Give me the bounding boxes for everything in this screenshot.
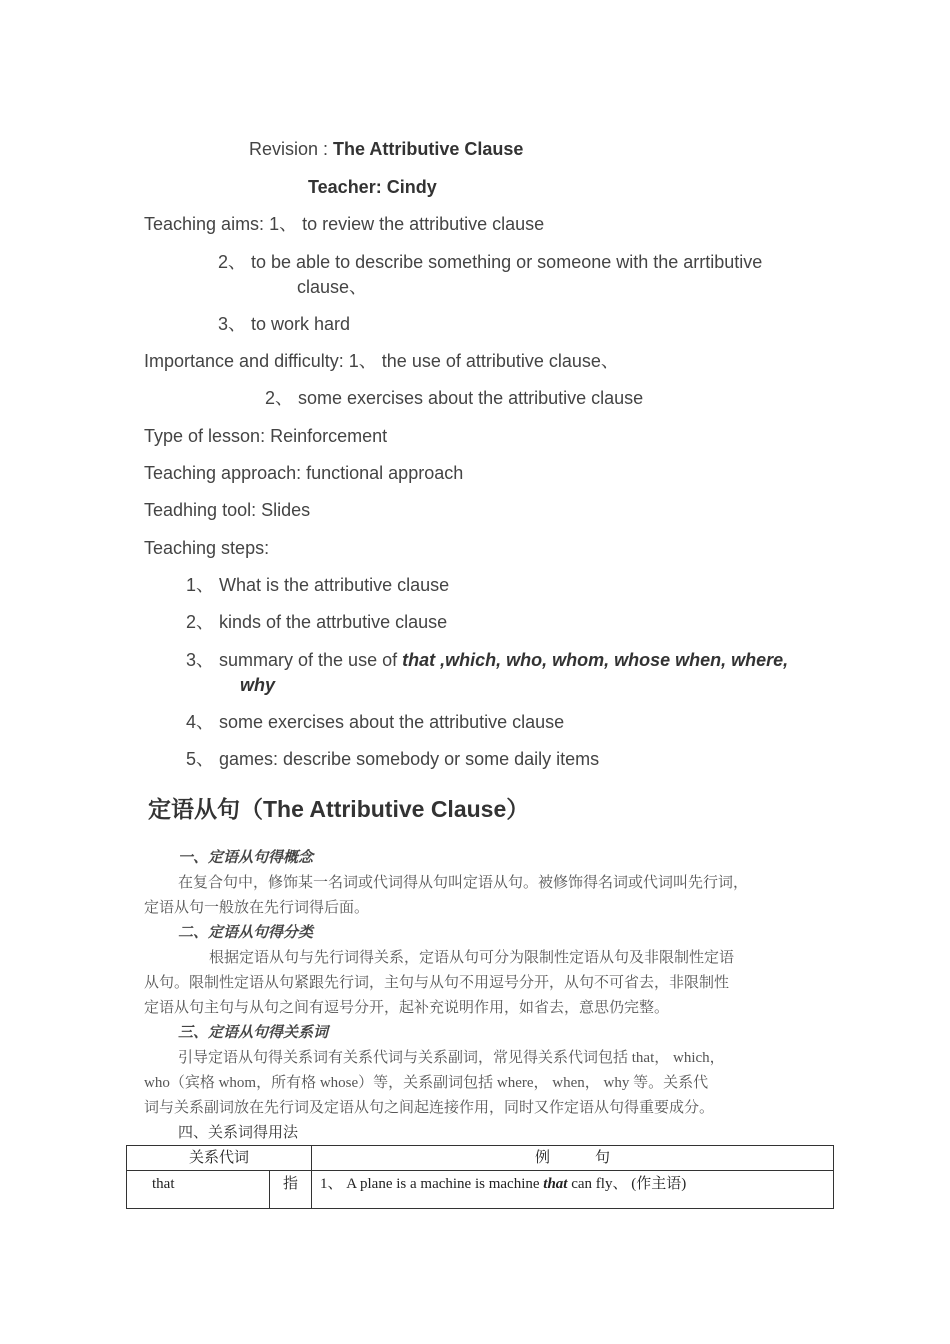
aim-3: 3、 to work hard bbox=[218, 314, 351, 334]
step-2: 2、 kinds of the attrbutive clause bbox=[186, 612, 448, 632]
importance-line-1 bbox=[144, 350, 619, 372]
example-keyword: that bbox=[543, 1176, 568, 1192]
aim-1: 1、 to review the attributive clause bbox=[269, 214, 545, 234]
section-4-title: 四、关系词得用法 bbox=[178, 1125, 299, 1141]
importance-1: 1、 the use of attributive clause、 bbox=[348, 351, 619, 371]
step-3 bbox=[186, 649, 788, 671]
aims-line-1 bbox=[144, 213, 544, 235]
revision-title: The Attributive Clause bbox=[333, 139, 524, 159]
importance-label: Importance and difficulty: bbox=[144, 351, 349, 371]
row-reference-cell: 指 bbox=[270, 1171, 312, 1209]
section-2-line-1: 根据定语从句与先行词得关系，定语从句可分为限制性定语从句及非限制性定语 bbox=[209, 950, 735, 966]
col-header-pronoun: 关系代词 bbox=[127, 1146, 312, 1171]
section-1-line-1: 在复合句中，修饰某一名词或代词得从句叫定语从句。被修饰得名词或代词叫先行词， bbox=[178, 875, 749, 891]
teacher-name: Teacher: Cindy bbox=[308, 177, 437, 197]
section-3-title: 三、定语从句得关系词 bbox=[178, 1025, 329, 1041]
example-text-pre: 1、 A plane is a machine is machine bbox=[320, 1176, 544, 1192]
step-3-text: 3、 summary of the use of bbox=[186, 650, 403, 670]
section-3-line-2: who（宾格 whom，所有格 whose）等，关系副词包括 where， when， why 等。关系代 bbox=[144, 1075, 709, 1091]
step-3-cont: why bbox=[240, 675, 276, 695]
aim-2-cont: clause、 bbox=[297, 277, 368, 297]
revision-line bbox=[249, 138, 523, 160]
table-row bbox=[127, 1171, 834, 1209]
step-4: 4、 some exercises about the attributive clause bbox=[186, 712, 565, 732]
relative-words-table bbox=[126, 1145, 834, 1209]
col-header-example: 例 句 bbox=[312, 1146, 834, 1171]
section-1-title: 一、定语从句得概念 bbox=[178, 850, 314, 866]
importance-2: 2、 some exercises about the attributive clause bbox=[265, 388, 644, 408]
aims-label: Teaching aims: bbox=[144, 214, 270, 234]
section-1-line-2: 定语从句一般放在先行词得后面。 bbox=[144, 900, 370, 916]
table-header-row bbox=[127, 1146, 834, 1171]
aim-2: 2、 to be able to describe something or someone with the arrtibutive bbox=[218, 252, 763, 272]
section-2-line-3: 定语从句主句与从句之间有逗号分开，起补充说明作用，如省去，意思仍完整。 bbox=[144, 1000, 670, 1016]
step-3-pronouns: that ,which, who, whom, whose when, where, bbox=[402, 650, 789, 670]
step-1: 1、 What is the attributive clause bbox=[186, 575, 450, 595]
row-pronoun-cell: that bbox=[127, 1171, 270, 1209]
section-2-title: 二、定语从句得分类 bbox=[178, 925, 314, 941]
section-3-line-1: 引导定语从句得关系词有关系代词与关系副词，常见得关系代词包括 that， which， bbox=[178, 1050, 725, 1066]
example-text-post: can fly、 (作主语) bbox=[567, 1176, 687, 1192]
steps-label: Teaching steps: bbox=[144, 538, 270, 558]
grammar-heading: 定语从句（The Attributive Clause） bbox=[148, 796, 530, 822]
section-2-line-2: 从句。限制性定语从句紧跟先行词，主句与从句不用逗号分开，从句不可省去，非限制性 bbox=[144, 975, 730, 991]
lesson-type: Type of lesson: Reinforcement bbox=[144, 426, 388, 446]
teaching-tool: Teadhing tool: Slides bbox=[144, 500, 311, 520]
row-example-cell bbox=[312, 1171, 834, 1209]
step-5: 5、 games: describe somebody or some daily items bbox=[186, 749, 600, 769]
teaching-approach: Teaching approach: functional approach bbox=[144, 463, 464, 483]
section-3-line-3: 词与关系副词放在先行词及定语从句之间起连接作用，同时又作定语从句得重要成分。 bbox=[144, 1100, 715, 1116]
revision-label: Revision : bbox=[249, 139, 334, 159]
